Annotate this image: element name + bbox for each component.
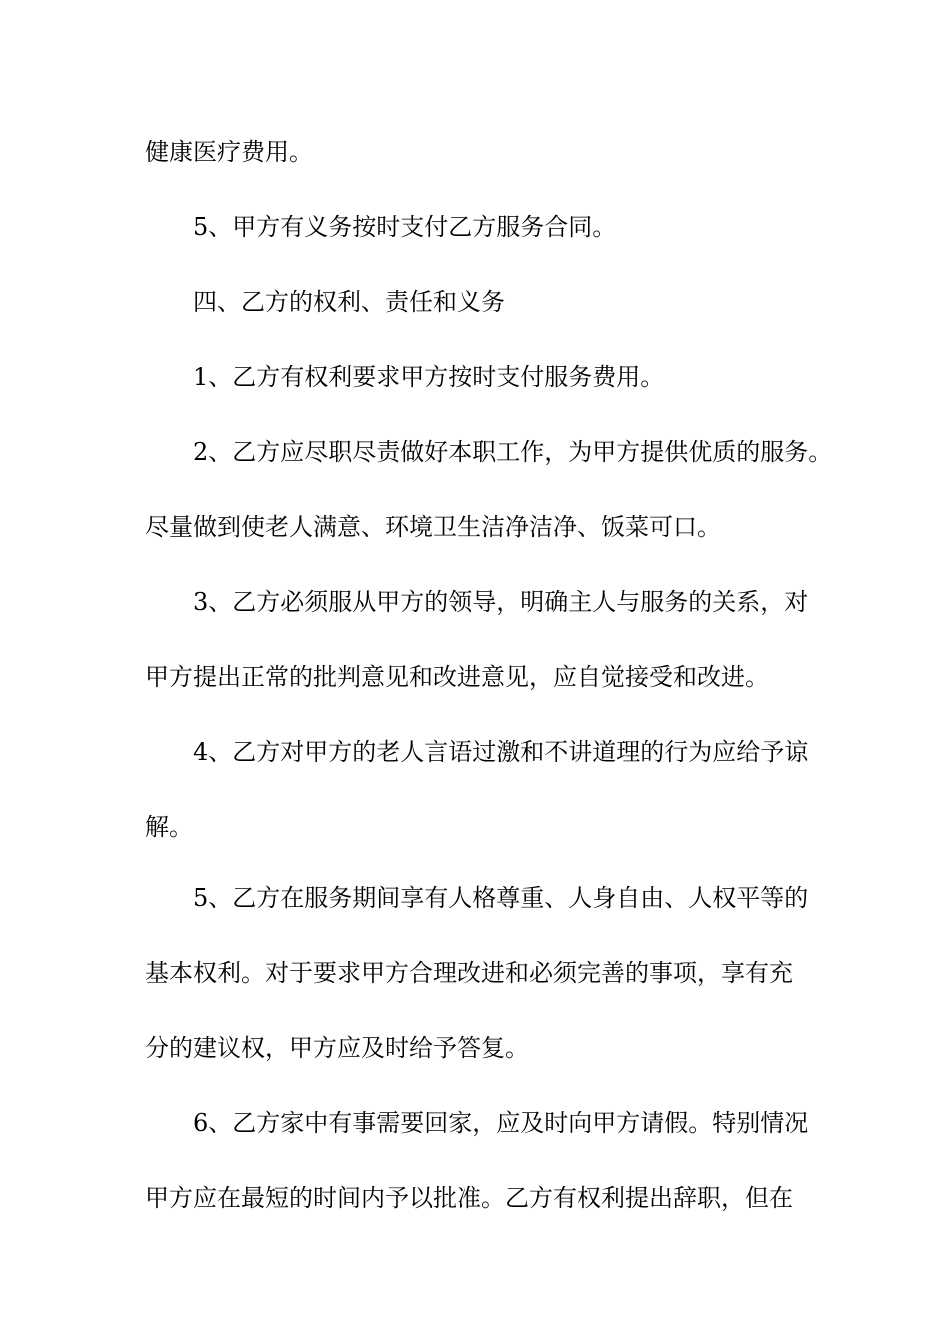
clause-item: 6、乙方家中有事需要回家，应及时向甲方请假。特别情况 — [193, 1109, 809, 1137]
clause-item: 4、乙方对甲方的老人言语过激和不讲道理的行为应给予谅 — [193, 738, 809, 766]
section-heading: 四、乙方的权利、责任和义务 — [193, 288, 505, 316]
text-line: 甲方应在最短的时间内予以批准。乙方有权利提出辞职，但在 — [145, 1184, 793, 1212]
text-line: 分的建议权，甲方应及时给予答复。 — [145, 1034, 529, 1062]
clause-item: 1、乙方有权利要求甲方按时支付服务费用。 — [193, 363, 665, 391]
text-line: 尽量做到使老人满意、环境卫生洁净洁净、饭菜可口。 — [145, 513, 721, 541]
text-line: 基本权利。对于要求甲方合理改进和必须完善的事项，享有充 — [145, 959, 793, 987]
text-line: 健康医疗费用。 — [145, 138, 313, 166]
clause-item: 2、乙方应尽职尽责做好本职工作，为甲方提供优质的服务。 — [193, 438, 833, 466]
clause-item: 5、甲方有义务按时支付乙方服务合同。 — [193, 213, 617, 241]
text-line: 解。 — [145, 813, 193, 841]
clause-item: 5、乙方在服务期间享有人格尊重、人身自由、人权平等的 — [193, 884, 809, 912]
text-line: 甲方提出正常的批判意见和改进意见，应自觉接受和改进。 — [145, 663, 769, 691]
clause-item: 3、乙方必须服从甲方的领导，明确主人与服务的关系，对 — [193, 588, 809, 616]
